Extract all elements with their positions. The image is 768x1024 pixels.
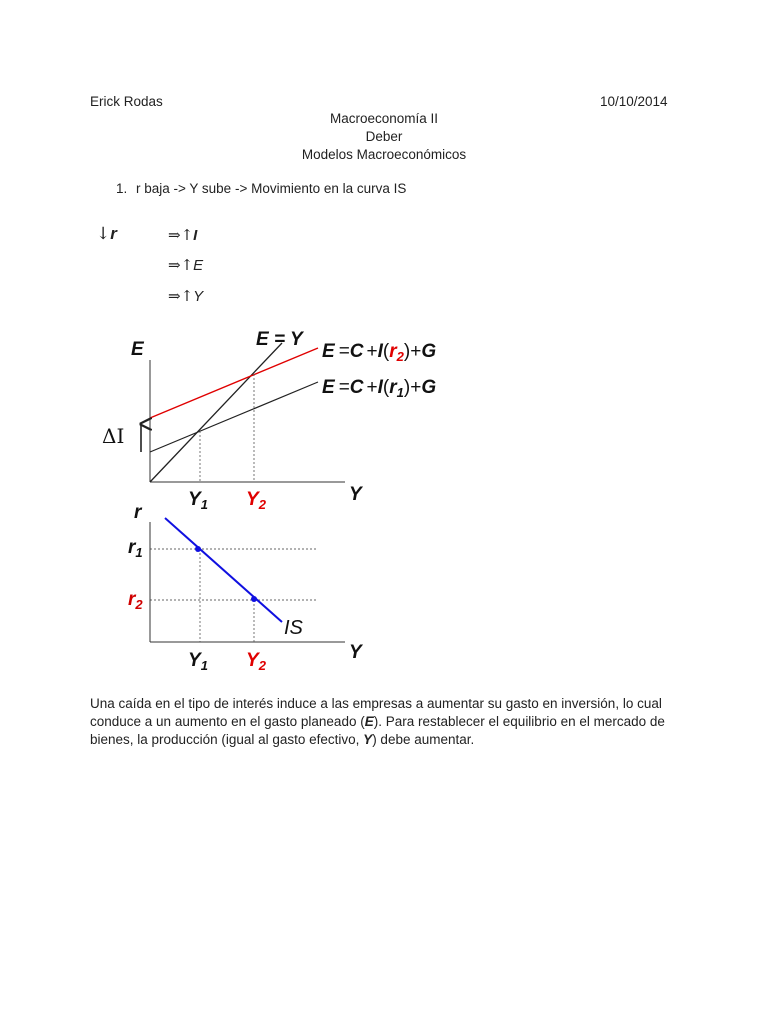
paragraph-bold-y: Y xyxy=(363,732,373,747)
top-x-tick-y2: $Y_2$ xyxy=(246,489,266,512)
paragraph-bold-e: E xyxy=(364,714,374,729)
bottom-y-tick-r1: $r_1$ xyxy=(128,537,143,560)
bottom-x-axis-label: Y xyxy=(349,642,362,663)
bottom-x-tick-y2: $Y_2$ xyxy=(246,650,266,673)
bottom-y-tick-r2: $r_2$ xyxy=(128,589,143,612)
question-text: r baja -> Y sube -> Movimiento en la curva IS xyxy=(136,181,407,196)
is-curve-label: IS xyxy=(284,617,303,639)
up-arrow-icon: ↑ xyxy=(180,256,194,274)
delta-investment-label: ΔI xyxy=(102,424,125,448)
author-name: Erick Rodas xyxy=(90,94,163,109)
topic-title: Modelos Macroeconómicos xyxy=(301,147,467,162)
implies-icon: ⇒ xyxy=(168,226,181,244)
expenditure-line-r2 xyxy=(150,348,318,418)
up-arrow-icon: ↑ xyxy=(180,226,194,244)
expenditure-r2-label: $E =C +I(r_2)+G$ xyxy=(322,341,437,364)
implies-icon: ⇒ xyxy=(168,287,181,305)
chain-r: r xyxy=(110,224,117,243)
up-arrow-icon: ↑ xyxy=(180,287,194,305)
chain-output: Y xyxy=(193,288,204,305)
line-45-degree xyxy=(150,343,282,482)
bottom-y-axis-label: r xyxy=(134,502,142,523)
assignment-title: Deber xyxy=(365,129,403,144)
chain-expenditure: E xyxy=(193,257,204,274)
expenditure-line-r1 xyxy=(150,382,318,452)
line-45-label: E = Y xyxy=(256,329,303,350)
is-point-2 xyxy=(251,596,257,602)
is-point-1 xyxy=(195,546,201,552)
question-number: 1. xyxy=(116,181,128,196)
expenditure-r1-label: $E =C +I(r_1)+G$ xyxy=(322,377,437,400)
chain-investment: I xyxy=(193,227,198,244)
is-curve xyxy=(165,518,282,622)
bottom-x-tick-y1: $Y_1$ xyxy=(188,650,208,673)
document-date: 10/10/2014 xyxy=(600,94,668,109)
top-x-tick-y1: $Y_1$ xyxy=(188,489,208,512)
course-title: Macroeconomía II xyxy=(329,111,439,126)
down-arrow-icon: ↓ xyxy=(96,224,111,244)
top-y-axis-label: E xyxy=(131,339,144,360)
implies-icon: ⇒ xyxy=(168,256,181,274)
top-x-axis-label: Y xyxy=(349,484,362,505)
explanation-paragraph: Una caída en el tipo de interés induce a las empresas a aumentar su gasto en inversión, lo cual conduce a un aumento en el gasto planeado (E). Para restablecer el equilibrio en el mercado de bienes, la producción (igual al gasto efectivo, Y) debe aumentar. xyxy=(90,696,665,747)
